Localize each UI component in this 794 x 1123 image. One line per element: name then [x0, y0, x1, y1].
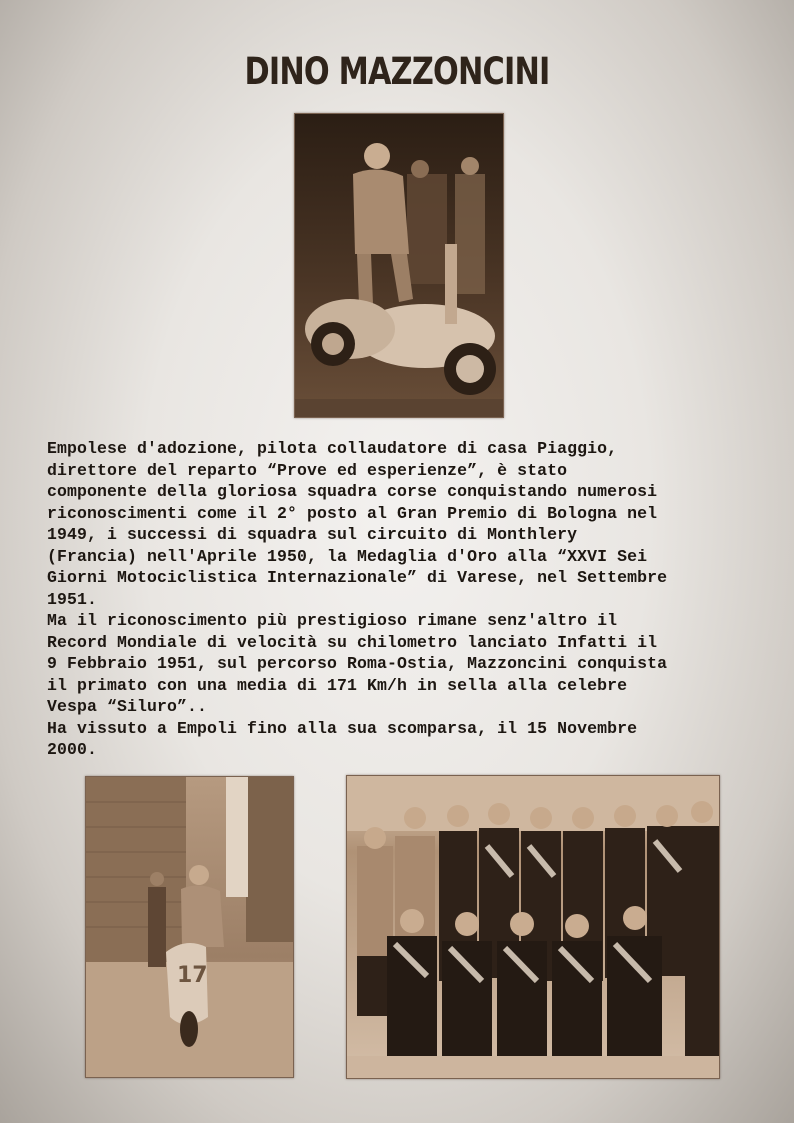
- text-line: il primato con una media di 171 Km/h in sella alla celebre: [47, 675, 628, 695]
- text-line: 1949, i successi di squadra sul circuito di Monthlery: [47, 525, 578, 544]
- race-number: 17: [177, 963, 208, 988]
- text-line: riconoscimenti come il 2° posto al Gran Premio di Bologna nel: [47, 503, 658, 523]
- page-title: DINO MAZZONCINI: [244, 50, 550, 93]
- text-line: 9 Febbraio 1951, sul percorso Roma-Ostia, Mazzoncini conquista: [47, 654, 668, 673]
- text-line: Record Mondiale di velocità su chilometro lanciato Infatti il: [47, 632, 658, 652]
- text-line: 2000.: [47, 740, 98, 759]
- text-line: (Francia) nell'Aprile 1950, la Medaglia d'Oro alla “XXVI Sei: [47, 546, 648, 566]
- text-line: Giorni Motociclistica Internazionale” di Varese, nel Settembre: [47, 568, 668, 587]
- text-line: Vespa “Siluro”..: [47, 697, 208, 716]
- text-line: Ma il riconoscimento più prestigioso rimane senz'altro il: [47, 611, 618, 630]
- rider-on-scooter-street-photo: [85, 776, 294, 1078]
- racing-team-group-photo: [346, 775, 720, 1079]
- text-line: Ha vissuto a Empoli fino alla sua scomparsa, il 15 Novembre: [47, 718, 638, 738]
- biography-text: [47, 438, 767, 761]
- text-line: direttore del reparto “Prove ed esperienze”, è stato: [47, 460, 568, 480]
- text-line: 1951.: [47, 589, 98, 609]
- text-line: Empolese d'adozione, pilota collaudatore di casa Piaggio,: [47, 439, 618, 458]
- text-line: componente della gloriosa squadra corse conquistando numerosi: [47, 482, 658, 501]
- rider-on-scooter-photo: [294, 113, 504, 418]
